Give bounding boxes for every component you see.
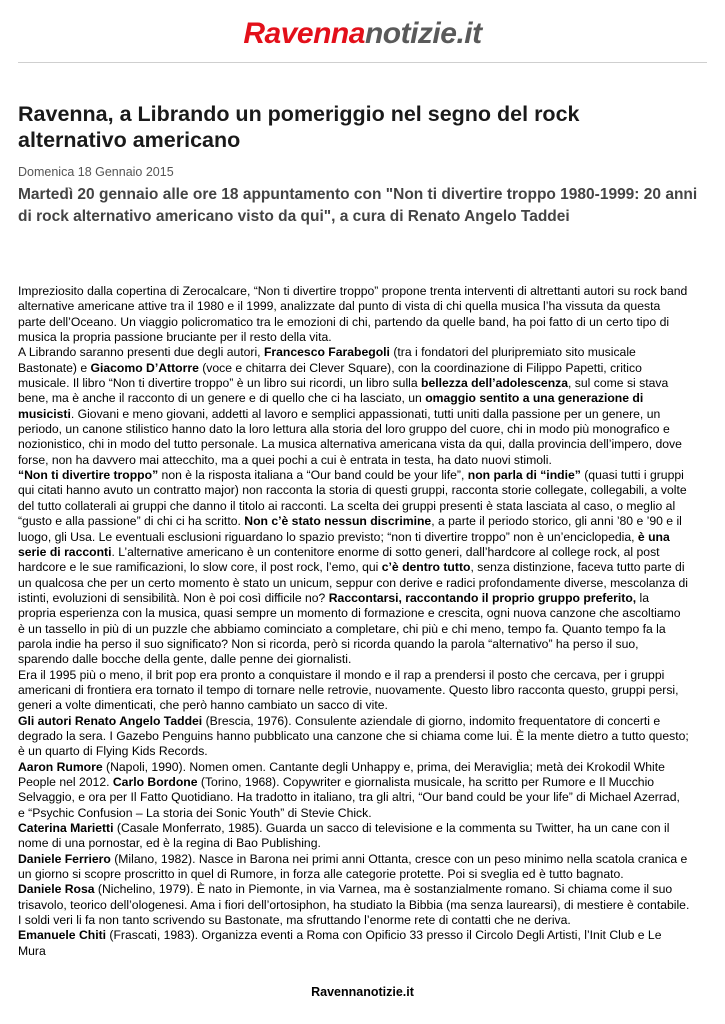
- text-run: (Casale Monferrato, 1985). Guarda un sacco di televisione e la commenta su Twitter, ha un cane con il nome di una pornostar, ed è la regina di Bao Publishing.: [18, 821, 670, 851]
- text-run: , senza distinzione, faceva tutto parte di un qualcosa che per un certo momento è stato un unicum, seppur con derive e radici profondamente diverse, mescolanza di istinti, evoluzioni di sensibilità. Non è poi così difficile no?: [18, 560, 689, 605]
- bold-text-run: Raccontarsi, raccontando il proprio gruppo preferito,: [328, 590, 637, 605]
- bold-text-run: è una serie di racconti: [18, 529, 670, 559]
- text-run: (Milano, 1982). Nasce in Barona nei primi anni Ottanta, cresce con un peso minimo nella scatola cranica e un giorno si scopre proscritto in quel di Rumore, in forza alle categorie protette. Poi si sveglia ed è tutto bagnato.: [18, 851, 688, 882]
- bold-text-run: c’è dentro tutto: [381, 560, 471, 575]
- text-run: (Brescia, 1976). Consulente aziendale di giorno, indomito frequentatore di concerti e degrado la sera. I Gazebo Penguins hanno pubblicato una canzone che si chiama come lui. È la mente dietro a tutto questo; è un quarto di Flying Kids Records.: [18, 713, 689, 759]
- bold-text-run: Non c’è stato nessun discrimine: [244, 514, 432, 529]
- article-subtitle: Martedì 20 gennaio alle ore 18 appuntamento con "Non ti divertire troppo 1980-1999: 20 anni di rock alternativo americano visto da qui", a cura di Renato Angelo Taddei: [18, 186, 698, 225]
- text-run: (tra i fondatori del pluripremiato sito musicale Bastonate) e: [18, 345, 636, 375]
- bold-text-run: Aaron Rumore: [18, 759, 103, 774]
- logo-red-part: Ravenna: [243, 17, 365, 50]
- article-date: Domenica 18 Gennaio 2015: [18, 165, 174, 179]
- body-paragraph: [18, 284, 690, 345]
- text-run: . Giovani e meno giovani, addetti al lavoro e semplici appassionati, tutti uniti dalla passione per un genere, un periodo, un canone stilistico hanno dato la loro lettura alla storia del loro gruppo del cuore, chi in modo più monografico e nozionistico, chi in modo del tutto personale. La musica alternativa americana vista da qui, dalla provincia dell’impero, dove forse, non ha davvero mai attecchito, ma a quei pochi a cui è entrata in testa, ha dato nuovi stimoli.: [18, 406, 682, 467]
- article-body: [18, 284, 690, 959]
- text-run: non è la risposta italiana a “Our band could be your life”,: [158, 468, 468, 483]
- header-divider: [18, 62, 707, 63]
- logo-grey-part: notizie.it: [364, 17, 482, 50]
- bold-text-run: Giacomo D’Attorre: [90, 360, 199, 375]
- text-run: , sul come si stava bene, ma è anche il racconto di un genere e di quello che ci ha lasciato, un: [18, 376, 669, 406]
- text-run: Era il 1995 più o meno, il brit pop era pronto a conquistare il mondo e il rap a prendersi il posto che cercava, per i gruppi americani di frontiera era tornato il tempo di tornare nelle retrovie, nuovamente. Questo libro racconta questo, gruppi persi, generi a volte dimenticati, che però hanno cambiato un sacco di vite.: [18, 667, 679, 713]
- bold-text-run: Francesco Farabegoli: [263, 345, 390, 360]
- text-run: (voce e chitarra dei Clever Square), con la coordinazione di Filippo Papetti, critico musicale. Il libro “Non ti divertire troppo” è un libro sui ricordi, un libro sulla: [18, 360, 642, 391]
- bold-text-run: non parla di “indie”: [467, 468, 581, 483]
- text-run: la propria esperienza con la musica, quasi sempre un momento di formazione e crescita, ogni nuova canzone che ascoltiamo è un tassello in più di un puzzle che abbiamo cominciato a completare, chi più e chi meno, tempo fa. Quanto tempo fa la parola indie ha perso il suo significato? Non si ricorda, però si ricorda quando la parola “alternativo” ha perso il suo, sparendo dalle bocche della gente, dalle penne dei giornalisti.: [18, 590, 681, 667]
- bold-text-run: Gli autori Renato Angelo Taddei: [18, 713, 203, 728]
- text-run: (Napoli, 1990). Nomen omen. Cantante degli Unhappy e, prima, dei Meraviglia; metà dei Krokodil White People nel 2012.: [18, 759, 665, 789]
- text-run: A Librando saranno presenti due degli autori,: [18, 345, 264, 360]
- text-run: (Torino, 1968). Copywriter e giornalista musicale, ha scritto per Rumore e Il Mucchio Selvaggio, e ora per Il Fatto Quotidiano. Ha tradotto in italiano, tra gli altri, “Our band could be your life” di Michael Azerrad, e “Psychic Confusion – La storia dei Sonic Youth” di Stevie Chick.: [18, 775, 680, 820]
- article-title: Ravenna, a Librando un pomeriggio nel segno del rock alternativo americano: [18, 102, 580, 152]
- text-run: (Nichelino, 1979). È nato in Piemonte, in via Varnea, ma è sostanzialmente romano. Si chiama come il suo trisavolo, teorico dell’ologenesi. Ama i fiori dell’ortosiphon, ha studiato la Bibbia (ma senza laurearsi), di mestiere è contabile. I soldi veri li fa non tanto scrivendo su Bastonate, ma sfruttando l’enorme rete di contatti che ne deriva.: [18, 882, 690, 928]
- text-run: (quasi tutti i gruppi qui citati hanno avuto un contratto major) non racconta la storia di questi gruppi, racconta storie collegate, collegabili, a volte del tutto collaterali ai gruppi che danno il titolo ai racconti. La scelta dei gruppi presenti è stata lasciata al caso, o meglio al “gusto e alla passione” di chi ci ha scritto.: [18, 468, 687, 529]
- body-paragraph: [18, 668, 690, 714]
- bold-text-run: “Non ti divertire troppo”: [18, 468, 159, 483]
- bold-text-run: omaggio sentito a una generazione di musicisti: [18, 391, 644, 421]
- bold-text-run: bellezza dell’adolescenza: [421, 376, 569, 391]
- text-run: Impreziosito dalla copertina di Zerocalcare, “Non ti divertire troppo” propone trenta interventi di altrettanti autori su rock band alternative americane attive tra il 1980 e il 1999, analizzate dal punto di vista di chi quella musica l’ha vissuta da questa parte dell’Oceano. Un viaggio policromatico tra le emozioni di chi, partendo da quelle band, ha poi fatto di un certo tipo di musica la propria passione bruciante per il resto della vita.: [18, 284, 688, 345]
- body-paragraph: [18, 345, 690, 468]
- bold-text-run: Daniele Rosa: [18, 882, 95, 897]
- body-paragraph: [18, 468, 690, 667]
- bold-text-run: Daniele Ferriero: [18, 851, 111, 866]
- bold-text-run: Emanuele Chiti: [18, 928, 107, 943]
- text-run: . L’alternative americano è un contenitore enorme di sotto generi, dall’hardcore al college rock, al post hardcore e le sue ramificazioni, lo slow core, il post rock, l’emo, qui: [18, 544, 660, 575]
- body-paragraph: [18, 760, 690, 821]
- bold-text-run: Caterina Marietti: [18, 821, 114, 836]
- bold-text-run: Carlo Bordone: [112, 775, 198, 789]
- body-paragraph: [18, 714, 690, 760]
- body-paragraph: [18, 882, 690, 928]
- site-logo[interactable]: [0, 14, 725, 54]
- text-run: , a parte il periodo storico, gli anni ’80 e ’90 e il luogo, gli Usa. Le eventuali esclusioni riguardano lo spazio previsto; “non ti divertire troppo” non è un’enciclopedia,: [18, 514, 682, 544]
- footer-site-name: Ravennanotizie.it: [311, 985, 414, 999]
- text-run: (Frascati, 1983). Organizza eventi a Roma con Opificio 33 presso il Circolo Degli Artisti, l’Init Club e Le Mura: [18, 928, 662, 958]
- body-paragraph: [18, 928, 690, 959]
- body-paragraph: [18, 852, 690, 883]
- body-paragraph: [18, 821, 690, 852]
